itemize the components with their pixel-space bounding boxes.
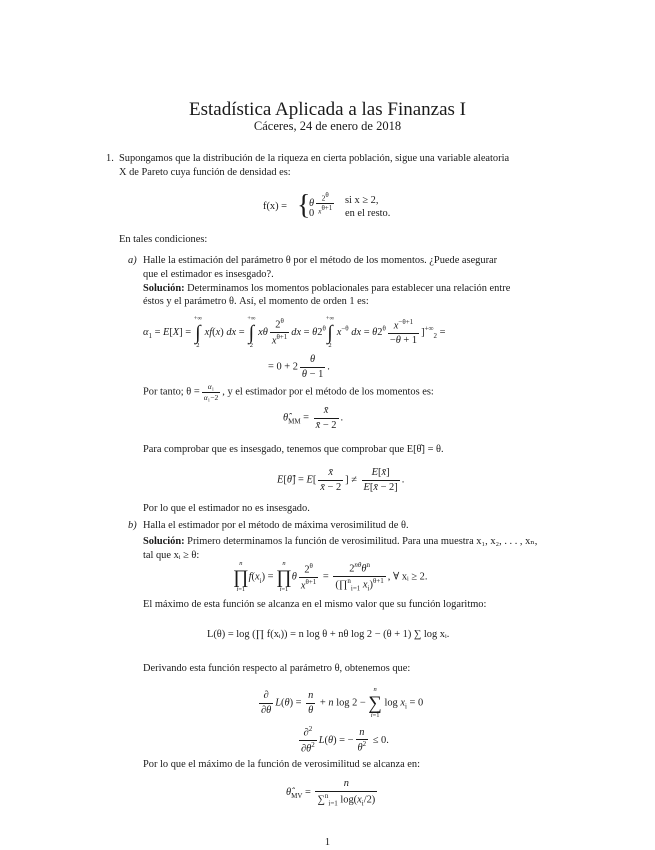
- problem-number: 1.: [106, 153, 114, 164]
- density-case1-expr: θ $\frac{2^\theta}{x^{\theta+1}}$: [309, 191, 333, 216]
- page-number: 1: [324, 837, 331, 848]
- first-derivative: $\frac{\partial}{\partial\theta}$ L(θ) = $\frac{n}{\theta}$ + n log 2 − n ∑ i=1 $\log x_i = 0$: [261, 686, 424, 719]
- therefore-line: Por tanto; θ = $\frac{\text{α₁}}{\text{α₁−2}}$ , y el estimador por el método de los momentos es:: [143, 382, 434, 402]
- density-case2-value: 0: [309, 208, 315, 219]
- part-b-question: Halla el estimador por el método de máxima verosimilitud de θ.: [143, 520, 409, 531]
- density-case2-cond: en el resto.: [345, 208, 391, 219]
- problem-intro-line2: X de Pareto cuya función de densidad es:: [119, 167, 291, 178]
- density-case1-cond: si x ≥ 2,: [345, 195, 379, 206]
- likelihood-equation: n ∏ i=1 $f(x_i)$ = n ∏ i=1 θ $\frac{2^\theta}{x^{\theta+1}}$ = $\frac{2^{n\theta}\theta^n}{(\prod^n_{i=1} x_i)^{\theta+1}}$ , ∀ xᵢ ≥ 2.: [233, 560, 428, 593]
- part-b-solution-line1: Solución: Primero determinamos la función de verosimilitud. Para una muestra x₁, x₂, . . . , xₙ,: [143, 536, 538, 547]
- document-title: Estadística Aplicada a las Finanzas I: [189, 99, 466, 120]
- part-b-solution-line2: tal que xᵢ ≥ θ:: [143, 550, 200, 561]
- max-vero-text: Por lo que el máximo de la función de verosimilitud se alcanza en:: [143, 759, 421, 770]
- unbiased-check-text: Para comprobar que es insesgado, tenemos que comprobar que E[θ̂] = θ.: [143, 444, 444, 455]
- expectation-inequality: E[θ̂] = E[ $\frac{x̄}{x̄ - 2}$ ] ≠ $\frac{E[x̄]}{E[x̄ - 2]}$ .: [277, 467, 405, 493]
- part-a-label: a): [128, 255, 137, 266]
- moment-equation: $\alpha_1 = E[X]$ = +∞ ∫ 2 xf(x) dx = +∞ ∫ 2 xθ $\frac{2^\theta}{x^{\theta+1}}$ dx = $\theta 2^\theta$ +∞ ∫ 2 $x^{-\theta}$ dx = $\theta 2^\theta$ $\frac{x^{-\theta+1}}{-\theta + 1}$ ]$^{+\infty}_2$ =: [143, 315, 446, 349]
- max-function-text: El máximo de esta función se alcanza en el mismo valor que su función logaritmo:: [143, 599, 487, 610]
- conditions-text: En tales condiciones:: [119, 234, 208, 245]
- document-date: Cáceres, 24 de enero de 2018: [253, 119, 402, 133]
- density-lhs: f(x) =: [263, 201, 288, 212]
- log-likelihood-equation: L(θ) = log (∏ f(xᵢ)) = n log θ + nθ log 2 − (θ + 1) ∑ log xᵢ.: [207, 629, 450, 640]
- mm-estimator: $\thetâ_{MM}$ = $\frac{x̄}{x̄ - 2}$ .: [283, 405, 344, 431]
- mv-estimator: $\thetâ_{MV}$ = $\frac{n}{\sum^n_{i=1} \log(x_i/2)}$: [286, 778, 376, 808]
- part-a-conclusion: Por lo que el estimador no es insesgado.: [143, 503, 310, 514]
- part-a-question-line2: que el estimador es insesgado?.: [143, 269, 274, 280]
- part-a-question-line1: Halle la estimación del parámetro θ por el método de los momentos. ¿Puede asegurar: [143, 255, 498, 266]
- second-derivative: $\frac{\partial^2}{\partial\theta^2}$ L(θ) = − $\frac{n}{\theta^2}$ ≤ 0.: [301, 725, 389, 755]
- moment-result: = 0 + 2 $\frac{\theta}{\theta - 1}$ .: [268, 354, 330, 380]
- derive-text: Derivando esta función respecto al parámetro θ, obtenemos que:: [143, 663, 411, 674]
- part-b-label: b): [128, 520, 137, 531]
- problem-intro-line1: Supongamos que la distribución de la riqueza en cierta población, sigue una variable aleatoria: [119, 153, 510, 164]
- density-brace: {: [297, 190, 311, 221]
- part-a-solution-line2: éstos y el parámetro θ. Así, el momento de orden 1 es:: [143, 296, 369, 307]
- part-a-solution-line1: Solución: Determinamos los momentos poblacionales para establecer una relación entre: [143, 283, 511, 294]
